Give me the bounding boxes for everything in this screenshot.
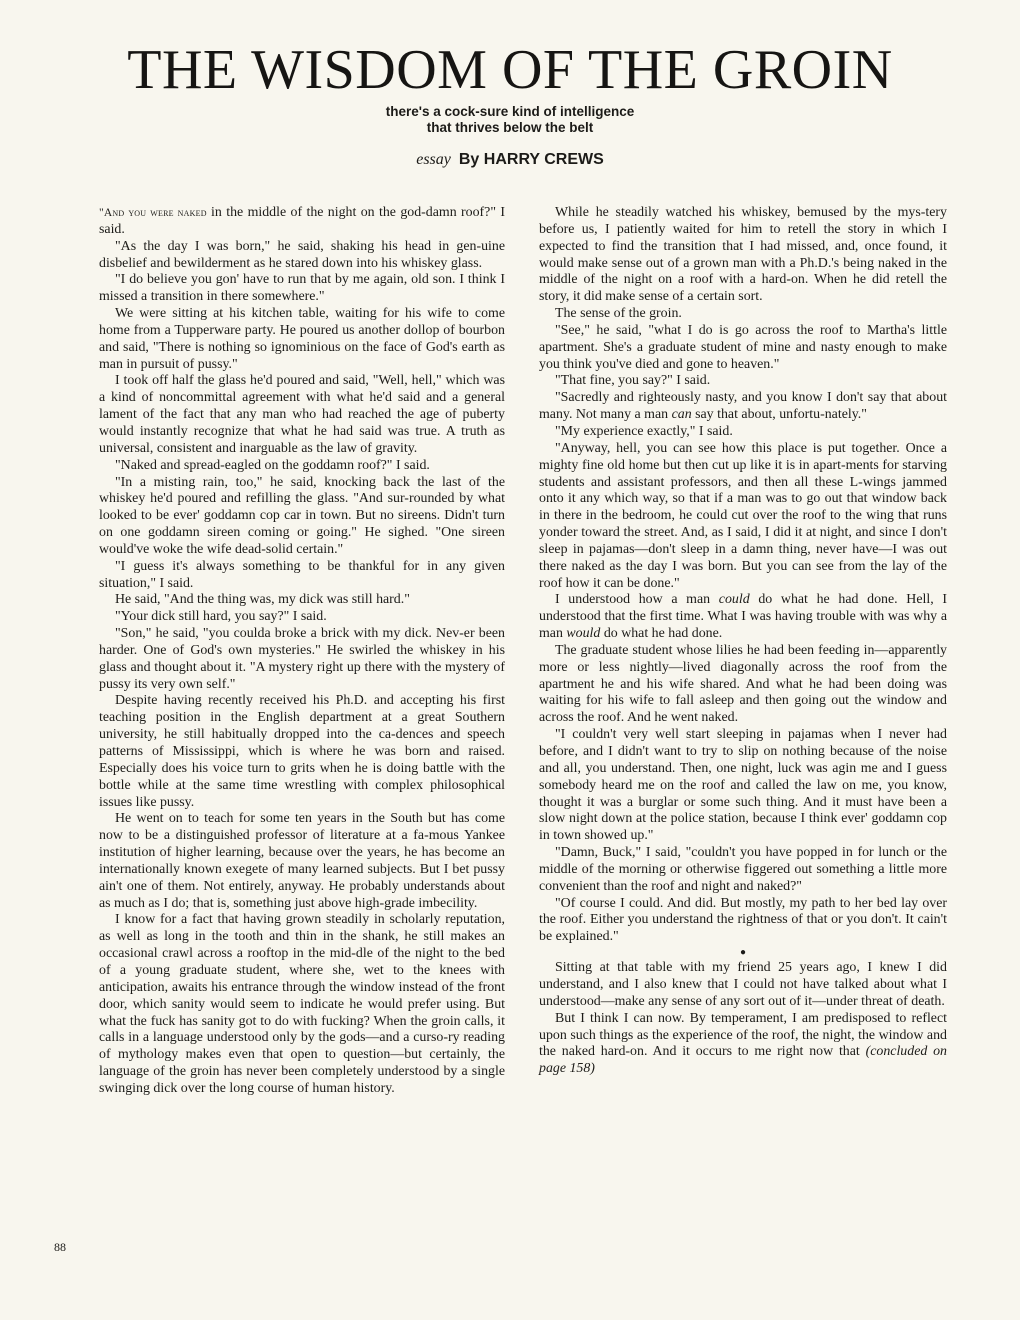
paragraph-text: say that about, unfortu-nately." — [691, 407, 867, 423]
byline — [0, 151, 1020, 169]
paragraph: Sitting at that table with my friend 25 years ago, I knew I did understand, and I also knew that I could not have talked about what I understood—make any sense of any sort out of it—under threat of death. — [539, 960, 947, 1009]
paragraph: "That fine, you say?" I said. — [555, 373, 711, 389]
paragraph: I took off half the glass he'd poured and said, "Well, hell," which was a kind of noncommittal agreement with what he'd said and a general lament of the fact that any man who had reached the age of puberty would instantly recognize that what he had said was true. A truth as universal, consistent and inarguable as the law of gravity. — [99, 373, 505, 456]
paragraph-text: do what he had done. — [600, 626, 723, 642]
paragraph: "I guess it's always something to be thankful for in any given situation," I said. — [99, 558, 505, 591]
article-subtitle — [0, 104, 1020, 136]
paragraph — [539, 1011, 947, 1078]
paragraph: "I do believe you gon' have to run that by me again, old son. I think I missed a transition in there somewhere." — [99, 272, 505, 305]
continuation-note: (concluded on page 158) — [539, 1044, 947, 1077]
page-number: 88 — [54, 1240, 66, 1254]
subtitle-line: there's a cock-sure kind of intelligence — [385, 104, 635, 119]
paragraph-text: I understood how a man — [555, 592, 719, 608]
paragraph: I know for a fact that having grown steadily in scholarly reputation, as well as long in the tooth and thin in the shank, he still makes an occasional crawl across a rooftop in the mid-dle of the night to the bed of a young graduate student, where she, wet to the knees with anticipation, awaits his entrance through the window instead of the front door, which sanity would seem to indicate he would prefer using. But what the fuck has sanity got to do with fucking? When the groin calls, it calls in a language understood only by the gods—and a curso-ry reading of mythology makes even that open to question—but certainly, the language of the groin has never been completely understood by a single swinging dick over the long course of human history. — [99, 912, 505, 1096]
right-column — [539, 205, 947, 1078]
paragraph: We were sitting at his kitchen table, waiting for his wife to come home from a Tupperware party. He poured us another dollop of bourbon and said, "There is nothing so ignominious on the face of God's earth as man in pursuit of pussy." — [99, 306, 505, 372]
byline-label: essay — [416, 151, 451, 168]
paragraph — [539, 592, 947, 643]
paragraph-text: in the middle of the night on the god-damn roof?" I said. — [99, 205, 506, 237]
section-break-bullet: ● — [739, 947, 747, 959]
paragraph: Despite having recently received his Ph.D. and accepting his first teaching position in the English department at a great Southern university, he still habitually dropped into the ca-dences and speech patterns of Mississippi, which is where he was born and raised. Especially does his voice turn to grits when he is doing battle with the bottle while at the same time wrestling with complex philosophical issues like pussy. — [99, 693, 505, 810]
paragraph: "Anyway, hell, you can see how this place is put together. Once a mighty fine old home but then cut up like it is in apart-ments for starving students and assistant professors, and then all these L-wings jammed onto it any which way, so that if a man was to go out that window back in there in the bedroom, he could cut over the roof to the wing that runs yonder toward the street. And, as I said, I did it at night, and since I don't sleep in pajamas—don't sleep in a damn thing, never have—I was out there naked as the day I was born. But you can see from the lay of the roof how it can be done." — [539, 440, 947, 591]
paragraph: While he steadily watched his whiskey, bemused by the mys-tery before us, I patiently waited for him to retell the story in which I expected to find the transition that I had missed, and, once found, it would make sense out of a grown man with a Ph.D.'s being naked in the middle of the night on a roof with a hard-on. When he did retell the story, it did make sense of a certain sort. — [539, 205, 947, 305]
paragraph-text: do what he had done. Hell, I understood that the first time. What I was having trouble with was why a man — [539, 592, 947, 642]
paragraph: The graduate student whose lilies he had been feeding in—apparently more or less nightly—lived diagonally across the roof from the apartment he and his wife shared. And what he had been doing was waiting for his wife to fall asleep and then going out the window and across the roof. And he went naked. — [539, 642, 947, 726]
paragraph: "As the day I was born," he said, shaking his head in gen-uine disbelief and bewilderment as he stared down into his whiskey glass. — [99, 238, 505, 271]
paragraph: "My experience exactly," I said. — [555, 423, 733, 439]
paragraph: "Damn, Buck," I said, "couldn't you have popped in for lunch or the middle of the morning or otherwise figgered out something a little more convenient than the roof and night and naked?" — [539, 845, 947, 894]
emphasis: could — [718, 592, 750, 608]
paragraph — [99, 205, 505, 239]
paragraph — [539, 390, 947, 424]
byline-author: By HARRY CREWS — [458, 151, 604, 168]
paragraph: "Your dick still hard, you say?" I said. — [115, 609, 327, 625]
paragraph: The sense of the groin. — [555, 306, 682, 322]
emphasis: would — [566, 626, 601, 642]
emphasis: can — [671, 407, 692, 423]
lead-in: "And you were naked — [99, 207, 207, 219]
paragraph: He went on to teach for some ten years in the South but has come now to be a distinguished professor of literature at a fa-mous Yankee institution of higher learning, because over the years, he has become an internationally known exegete of many learned subjects. But I bet pussy ain't one of them. Not entirely, anyway. He probably understands about as much as I do; that is, something just above high-grade imbecility. — [99, 811, 505, 911]
article-title: THE WISDOM OF THE GROIN — [127, 39, 893, 101]
paragraph: "Naked and spread-eagled on the goddamn roof?" I said. — [115, 457, 430, 473]
left-column — [99, 205, 505, 1098]
paragraph: "Of course I could. And did. But mostly, my path to her bed lay over the roof. Either you understand the rightness of that or you don't. It cain't be explained." — [539, 895, 947, 945]
paragraph: "See," he said, "what I do is go across the roof to Martha's little apartment. She's a graduate student of mine and nasty enough to make you think you've died and gone to heaven." — [539, 322, 947, 372]
paragraph: He said, "And the thing was, my dick was still hard." — [115, 592, 410, 608]
paragraph: "I couldn't very well start sleeping in pajamas when I never had before, and I didn't want to try to slip on nothing because of the noise and all, you understand. Then, one night, luck was agin me and I guess somebody heard me on the roof and called the law on me, you know, thought it was a burglar or some such thing. And it must have been a slow night down at the police station, because I think ever' goddamn cop in town showed up." — [539, 727, 947, 844]
paragraph-text: But I think I can now. By temperament, I am predisposed to reflect upon such things as the experience of the roof, the night, the window and the naked hard-on. And it occurs to me right now that — [539, 1010, 947, 1060]
paragraph: "Son," he said, "you coulda broke a brick with my dick. Nev-er been harder. One of God's own mysteries." He swirled the whiskey in his glass and thought about it. "A mystery right up there with the mystery of pussy its very own self." — [99, 626, 505, 692]
subtitle-line: that thrives below the belt — [426, 120, 594, 135]
paragraph: "In a misting rain, too," he said, knocking back the last of the whiskey he'd poured and refilling the glass. "And sur-rounded by what looked to be ever' goddamn cop car in town. But no sireens. Didn't turn on one goddamn sireen coming or going." He sighed. "One sireen would've woke the wife dead-solid certain." — [99, 474, 505, 557]
paragraph-text: "Sacredly and righteously nasty, and you know I don't say that about many. Not many a man — [539, 390, 947, 423]
